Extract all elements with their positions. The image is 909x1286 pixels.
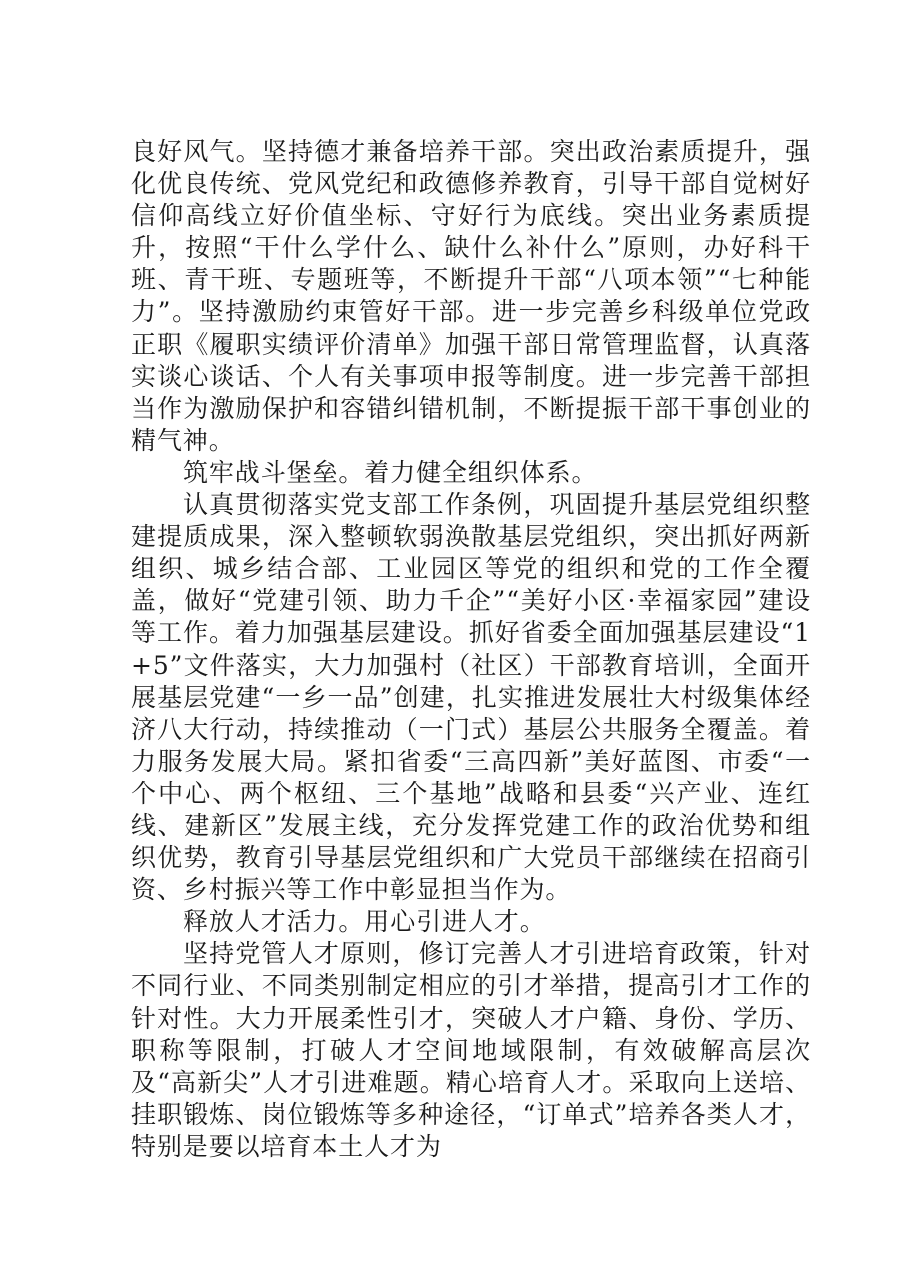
- heading-fortress: 筑牢战斗堡垒。着力健全组织体系。: [183, 457, 598, 487]
- paragraph-talent-policy: 坚持党管人才原则，修订完善人才引进培育政策，针对不同行业、不同类别制定相应的引才举措，提高引才工作的针对性。大力开展柔性引才，突破人才户籍、身份、学历、职称等限制，打破人才空间地域限制，有效破解高层次及“高新尖”人才引进难题。精心培育人才。采取向上送培、挂职锻炼、岗位锻炼等多种途径，“订单式”培养各类人才，特别是要以培育本土人才为: [131, 939, 811, 1161]
- paragraph-organization-system: 认真贯彻落实党支部工作条例，巩固提升基层党组织整建提质成果，深入整顿软弱涣散基层党组织，突出抓好两新组织、城乡结合部、工业园区等党的组织和党的工作全覆盖，做好“党建引领、助力千企”“美好小区·幸福家园”建设等工作。着力加强基层建设。抓好省委全面加强基层建设“1+5”文件落实，大力加强村（社区）干部教育培训，全面开展基层党建“一乡一品”创建，扎实推进发展壮大村级集体经济八大行动，持续推动（一门式）基层公共服务全覆盖。着力服务发展大局。紧扣省委“三高四新”美好蓝图、市委“一个中心、两个枢纽、三个基地”战略和县委“兴产业、连红线、建新区”发展主线，充分发挥党建工作的政治优势和组织优势，教育引导基层党组织和广大党员干部继续在招商引资、乡村振兴等工作中彰显担当作为。: [131, 490, 811, 905]
- heading-talent: 释放人才活力。用心引进人才。: [183, 907, 546, 937]
- document-page: [131, 136, 811, 1163]
- paragraph-cadre-training: 良好风气。坚持德才兼备培养干部。突出政治素质提升，强化优良传统、党风党纪和政德修养教育，引导干部自觉树好信仰高线立好价值坐标、守好行为底线。突出业务素质提升，按照“干什么学什么、缺什么补什么”原则，办好科干班、青干班、专题班等，不断提升干部“八项本领”“七种能力”。坚持激励约束管好干部。进一步完善乡科级单位党政正职《履职实绩评价清单》加强干部日常管理监督，认真落实谈心谈话、个人有关事项申报等制度。进一步完善干部担当作为激励保护和容错纠错机制，不断提振干部干事创业的精气神。: [131, 137, 811, 455]
